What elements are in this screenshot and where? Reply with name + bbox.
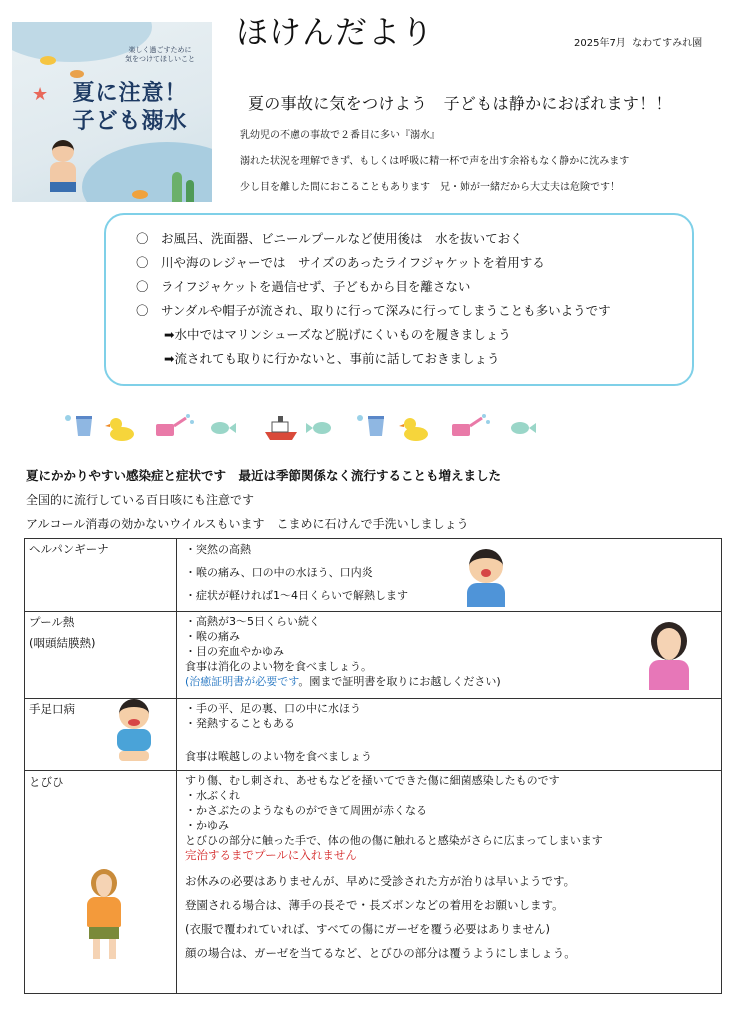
fish-icon bbox=[70, 70, 84, 78]
symptom-line: ・突然の高熱 bbox=[185, 543, 251, 556]
child-with-rash-illustration bbox=[119, 751, 149, 761]
disease-name: プール熱 bbox=[29, 615, 75, 629]
table-row bbox=[25, 539, 722, 612]
girl-illustration bbox=[651, 622, 687, 660]
tip-subitem: ➡流されても取りに行かないと、事前に話しておきましょう bbox=[164, 351, 500, 366]
symptom-line: ・発熱することもある bbox=[185, 717, 295, 730]
scratching-girl-illustration bbox=[93, 939, 100, 959]
table-row bbox=[25, 771, 722, 994]
symptom-line: 食事は消化のよい物を食べましょう。 bbox=[185, 660, 372, 673]
bucket-icon bbox=[65, 415, 92, 436]
symptom-line: 食事は喉越しのよい物を食べましょう bbox=[185, 750, 372, 763]
advice-line: (衣服で覆われていれば、すべての傷にガーゼを覆う必要はありません) bbox=[185, 922, 551, 936]
organization-name: なわてすみれ園 bbox=[632, 38, 703, 49]
disease-name: とびひ bbox=[29, 775, 64, 789]
poster-subtitle: 楽しく過ごすために 気をつけてほしいこと bbox=[125, 46, 195, 63]
symptom-line: すり傷、むし刺され、あせもなどを掻いてできた傷に細菌感染したものです bbox=[185, 774, 560, 787]
symptom-line: とびひの部分に触った手で、体の他の傷に触れると感染がさらに広まってしまいます bbox=[185, 834, 603, 847]
intro-line: 少し目を離した間におこることもあります 兄・姉が一緒だから大丈夫は危険です！ bbox=[240, 182, 620, 193]
pool-warning: 完治するまでプールに入れません bbox=[185, 848, 357, 862]
boat-icon bbox=[265, 416, 297, 440]
infection-heading: 夏にかかりやすい感染症と症状です 最近は季節関係なく流行することも増えました bbox=[26, 468, 502, 483]
disease-subname: (咽頭結膜熱) bbox=[29, 636, 96, 650]
disease-name: ヘルパンギーナ bbox=[29, 542, 109, 556]
intro-line: 溺れた状況を理解できず、もしくは呼吸に精一杯で声を出す余裕もなく静かに沈みます bbox=[240, 156, 630, 167]
fish-icon bbox=[40, 56, 56, 65]
symptom-line: ・手の平、足の裏、口の中に水ほう bbox=[185, 702, 361, 715]
symptom-line: ・かさぶたのようなものができて周囲が赤くなる bbox=[185, 804, 427, 817]
sick-child-illustration bbox=[481, 569, 491, 577]
sick-child-illustration bbox=[467, 583, 505, 607]
fish-icon bbox=[306, 422, 331, 434]
poster-title: 夏に注意！ 子ども溺水 bbox=[72, 81, 188, 134]
child-illustration bbox=[50, 182, 76, 192]
symptom-line: ・喉の痛み bbox=[185, 630, 240, 643]
tip-item: 〇 ライフジャケットを過信せず、子どもから目を離さない bbox=[136, 279, 471, 294]
child-with-rash-illustration bbox=[117, 729, 151, 751]
issue-date: 2025年7月 なわてすみれ園 bbox=[574, 38, 703, 49]
symptom-line: ・かゆみ bbox=[185, 819, 229, 832]
decorative-divider bbox=[60, 410, 710, 442]
starfish-icon: ★ bbox=[32, 84, 49, 105]
sick-child-illustration bbox=[469, 549, 503, 583]
symptom-line: ・水ぶくれ bbox=[185, 789, 240, 802]
tip-item: 〇 川や海のレジャーでは サイズのあったライフジャケットを着用する bbox=[136, 255, 545, 270]
section-line: 全国的に流行している百日咳にも注意です bbox=[26, 493, 255, 507]
scratching-girl-illustration bbox=[109, 939, 116, 959]
advice-line: お休みの必要はありませんが、早めに受診された方が治りは早いようです。 bbox=[185, 874, 576, 888]
watering-can-icon bbox=[156, 414, 194, 436]
disease-name: 手足口病 bbox=[29, 702, 75, 716]
watering-can-icon bbox=[452, 414, 490, 436]
scratching-girl-illustration bbox=[89, 927, 119, 939]
section-line: アルコール消毒の効かないウイルスもいます こまめに石けんで手洗いしましょう bbox=[26, 517, 469, 531]
symptom-line: ・喉の痛み、口の中の水ほう、口内炎 bbox=[185, 566, 373, 579]
tip-item: 〇 サンダルや帽子が流され、取りに行って深みに行ってしまうことも多いようです bbox=[136, 303, 611, 318]
scratching-girl-illustration bbox=[91, 869, 117, 897]
advice-line: 顔の場合は、ガーゼを当てるなど、とびひの部分は覆うようにしましょう。 bbox=[185, 946, 576, 960]
fish-icon bbox=[211, 422, 236, 434]
symptom-line bbox=[185, 731, 721, 746]
lead-heading: 夏の事故に気をつけよう 子どもは静かにおぼれます！！ bbox=[248, 94, 672, 113]
fish-icon bbox=[511, 422, 536, 434]
advice-line: 登園される場合は、薄手の長そで・長ズボンなどの着用をお願いします。 bbox=[185, 898, 564, 912]
symptom-line: ・高熱が3～5日くらい続く bbox=[185, 615, 320, 628]
rubber-duck-icon bbox=[105, 418, 134, 441]
seaweed-icon bbox=[186, 180, 194, 202]
child-illustration bbox=[52, 140, 74, 162]
symptom-line: ・目の充血やかゆみ bbox=[185, 645, 284, 658]
tip-item: 〇 お風呂、洗面器、ビニールプールなど使用後は 水を抜いておく bbox=[136, 231, 523, 246]
page-title: ほけんだより bbox=[236, 13, 435, 51]
disease-table bbox=[24, 538, 722, 994]
safety-tips-box bbox=[104, 213, 694, 386]
tip-subitem: ➡水中ではマリンシューズなど脱げにくいものを履きましょう bbox=[164, 327, 511, 342]
rubber-duck-icon bbox=[399, 418, 428, 441]
bucket-icon bbox=[357, 415, 384, 436]
summer-drowning-poster bbox=[12, 22, 212, 202]
child-with-rash-illustration bbox=[128, 719, 140, 726]
girl-illustration bbox=[649, 660, 689, 690]
fish-icon bbox=[132, 190, 148, 199]
certificate-note: (治癒証明書が必要です。園まで証明書を取りにお越しください) bbox=[185, 675, 501, 688]
table-row bbox=[25, 699, 722, 771]
table-row bbox=[25, 612, 722, 699]
scratching-girl-illustration bbox=[87, 897, 121, 927]
intro-line: 乳幼児の不慮の事故で２番目に多い『溺水』 bbox=[240, 130, 440, 141]
symptom-line: ・症状が軽ければ1～4日くらいで解熱します bbox=[185, 589, 408, 602]
seaweed-icon bbox=[172, 172, 182, 202]
